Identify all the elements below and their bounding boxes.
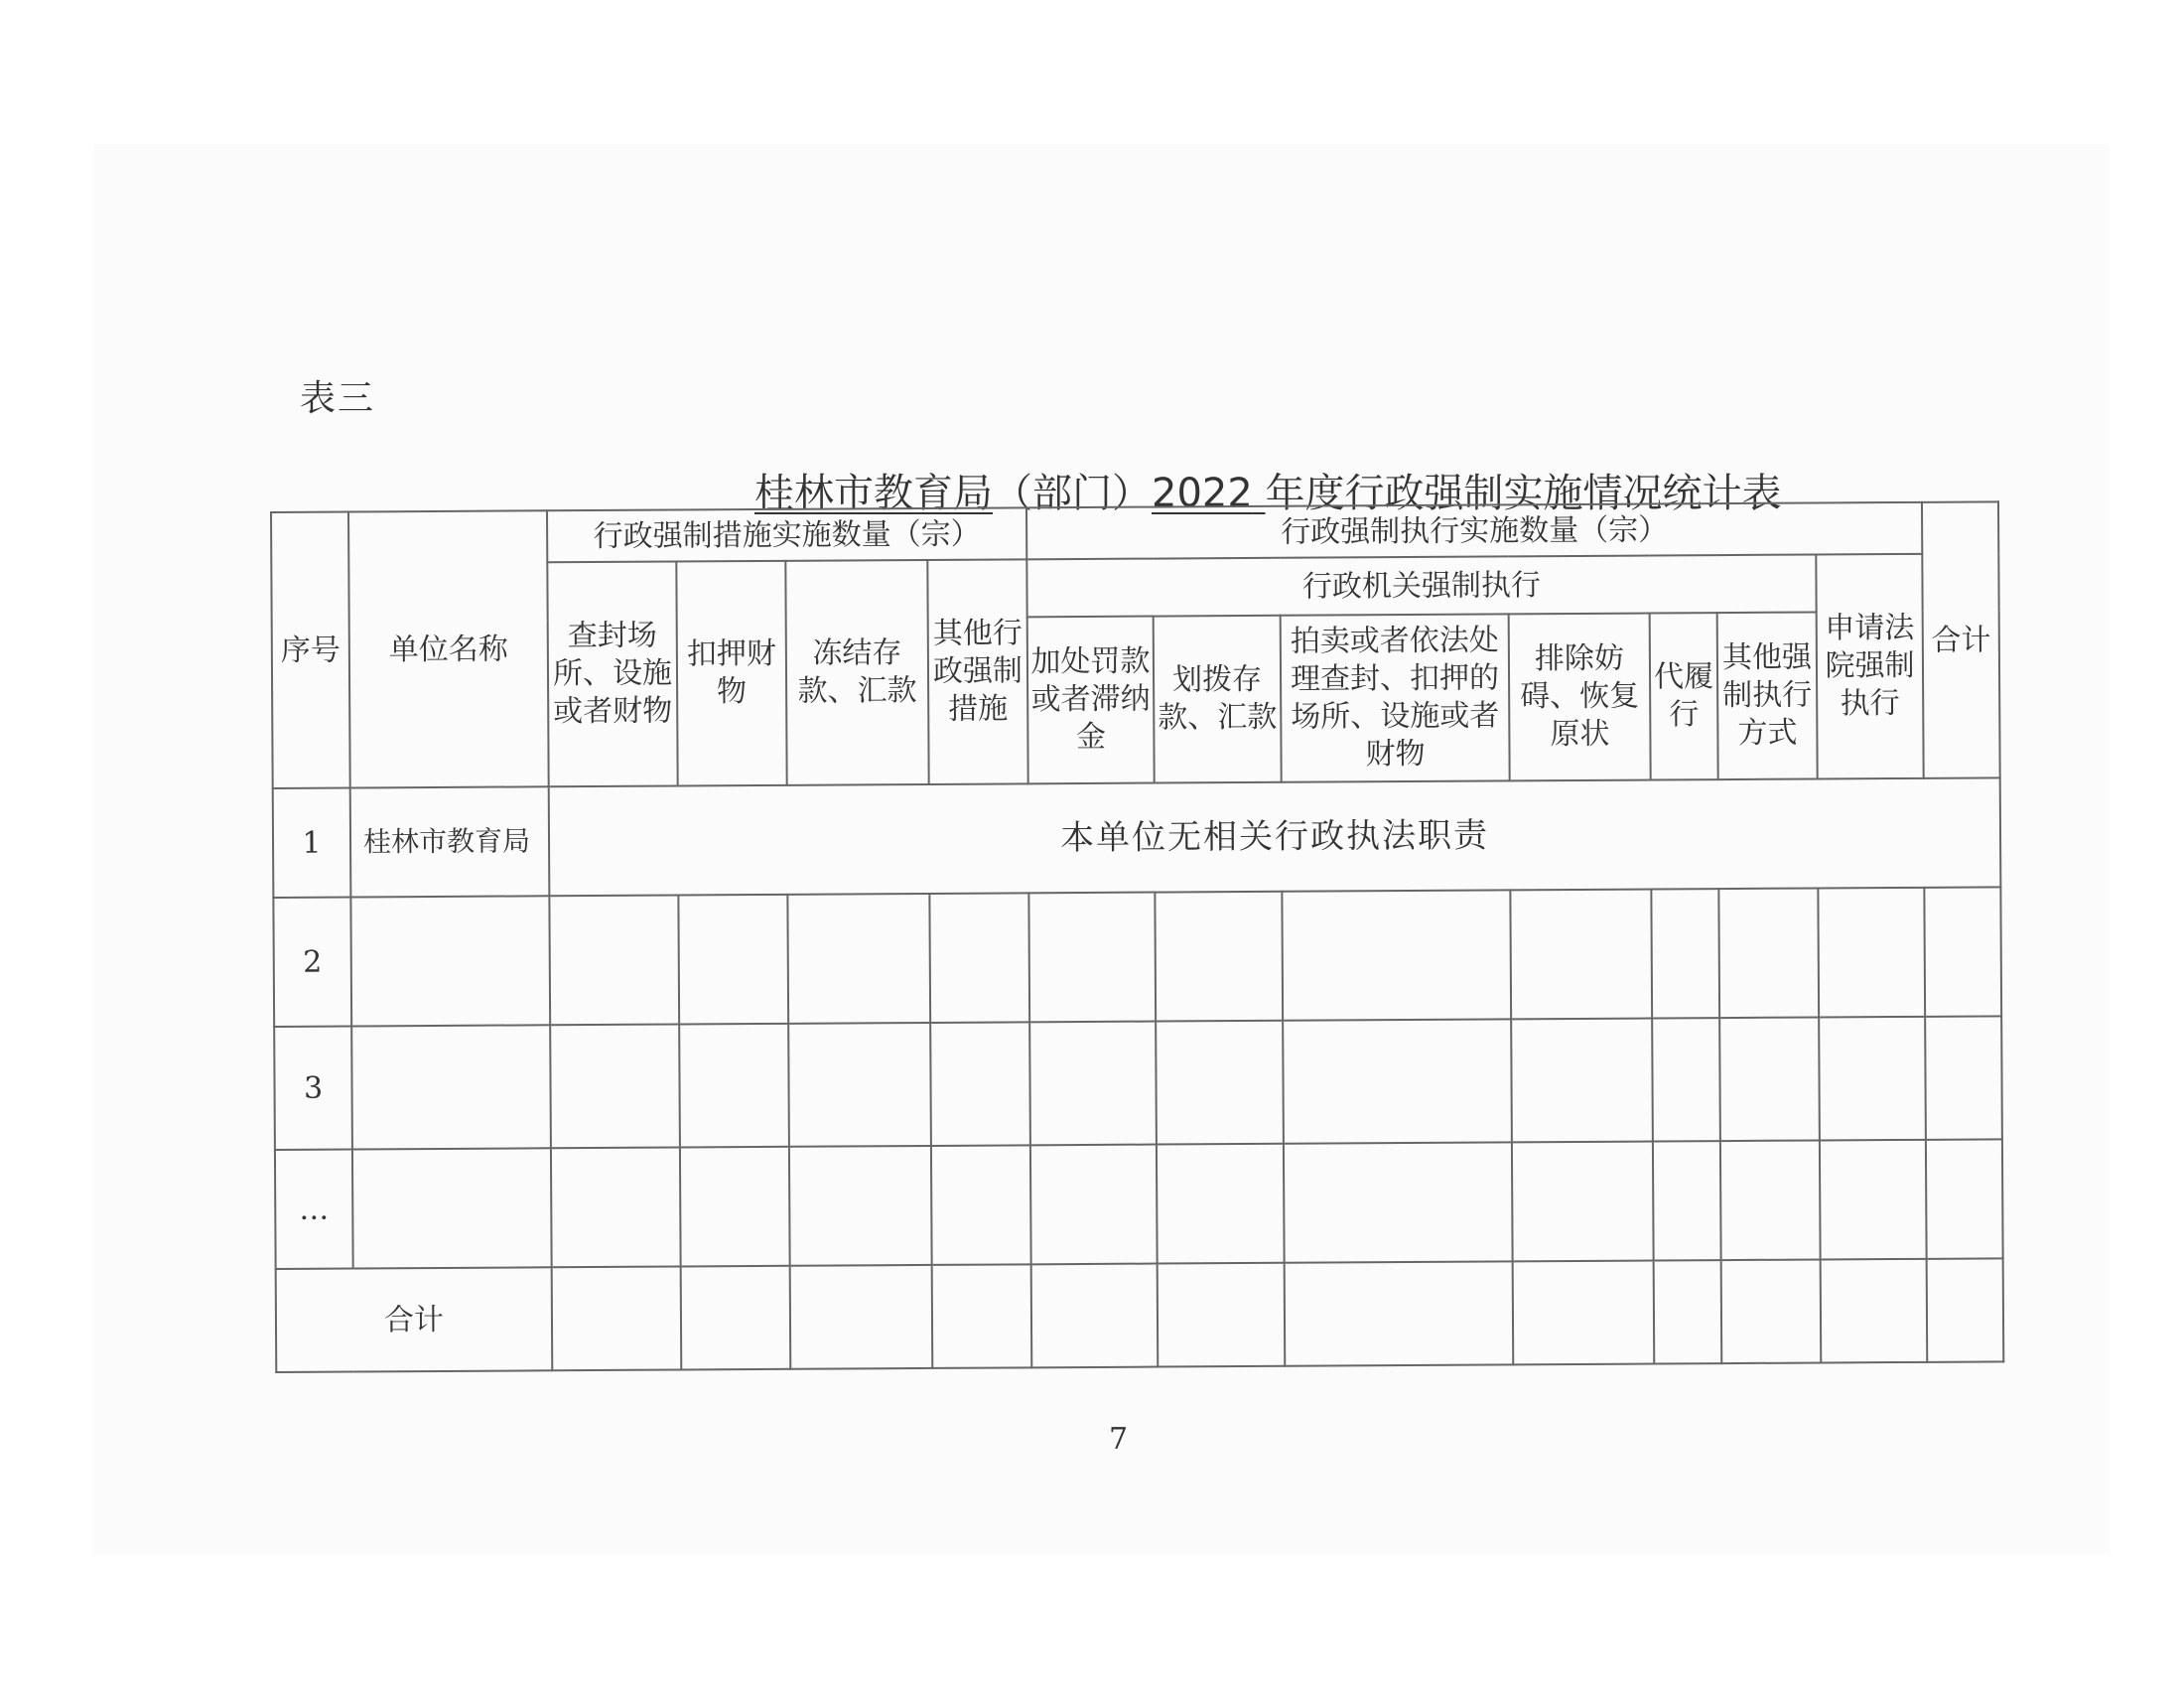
header-agency-group: 行政机关强制执行	[1026, 554, 1816, 617]
row-unit	[351, 1025, 551, 1149]
row-seq: 1	[273, 788, 351, 898]
header-agency-substitute: 代履行	[1650, 613, 1718, 779]
header-measure-freeze: 冻结存款、汇款	[785, 560, 928, 785]
row-seq: 2	[273, 898, 351, 1027]
header-seq: 序号	[271, 512, 350, 788]
title-rest: 年度行政强制实施情况统计表	[1265, 471, 1782, 516]
header-measure-other: 其他行政强制措施	[927, 559, 1027, 784]
table-row	[273, 777, 2001, 898]
header-execution-group: 行政强制执行实施数量（宗）	[1026, 502, 1922, 560]
row-seq: 3	[274, 1027, 352, 1150]
header-total: 合计	[1922, 501, 2000, 777]
header-agency-auction: 拍卖或者依法处理查封、扣押的场所、设施或者财物	[1281, 614, 1510, 781]
header-agency-transfer: 划拨存款、汇款	[1154, 616, 1282, 783]
total-row-label: 合计	[276, 1267, 553, 1372]
header-agency-other: 其他强制执行方式	[1717, 612, 1818, 779]
row-unit	[352, 1148, 552, 1268]
header-agency-fine: 加处罚款或者滞纳金	[1027, 617, 1155, 784]
statistics-table-wrapper	[270, 500, 2002, 1373]
row-unit	[350, 896, 550, 1026]
header-measures-group: 行政强制措施实施数量（宗）	[547, 507, 1026, 562]
title-year: 2022	[1152, 471, 1253, 516]
header-measure-seize: 扣押财物	[676, 561, 786, 786]
table-label: 表三	[300, 378, 376, 419]
table-row	[275, 1139, 2003, 1269]
header-measure-seal: 查封场所、设施或者财物	[547, 562, 677, 787]
total-row	[276, 1258, 2004, 1372]
row-note: 本单位无相关行政执法职责	[549, 777, 2001, 896]
header-agency-remove: 排除妨碍、恢复原状	[1509, 614, 1651, 781]
statistics-table	[270, 500, 2004, 1373]
table-row	[273, 887, 2001, 1027]
page-number: 7	[1109, 1422, 1129, 1457]
header-court: 申请法院强制执行	[1816, 554, 1923, 779]
row-unit: 桂林市教育局	[350, 786, 550, 897]
table-row	[274, 1016, 2002, 1150]
title-dept: （部门）	[993, 471, 1152, 516]
title-org: 桂林市教育局	[754, 471, 993, 516]
row-seq: …	[275, 1150, 353, 1269]
header-unit-name: 单位名称	[348, 510, 549, 787]
